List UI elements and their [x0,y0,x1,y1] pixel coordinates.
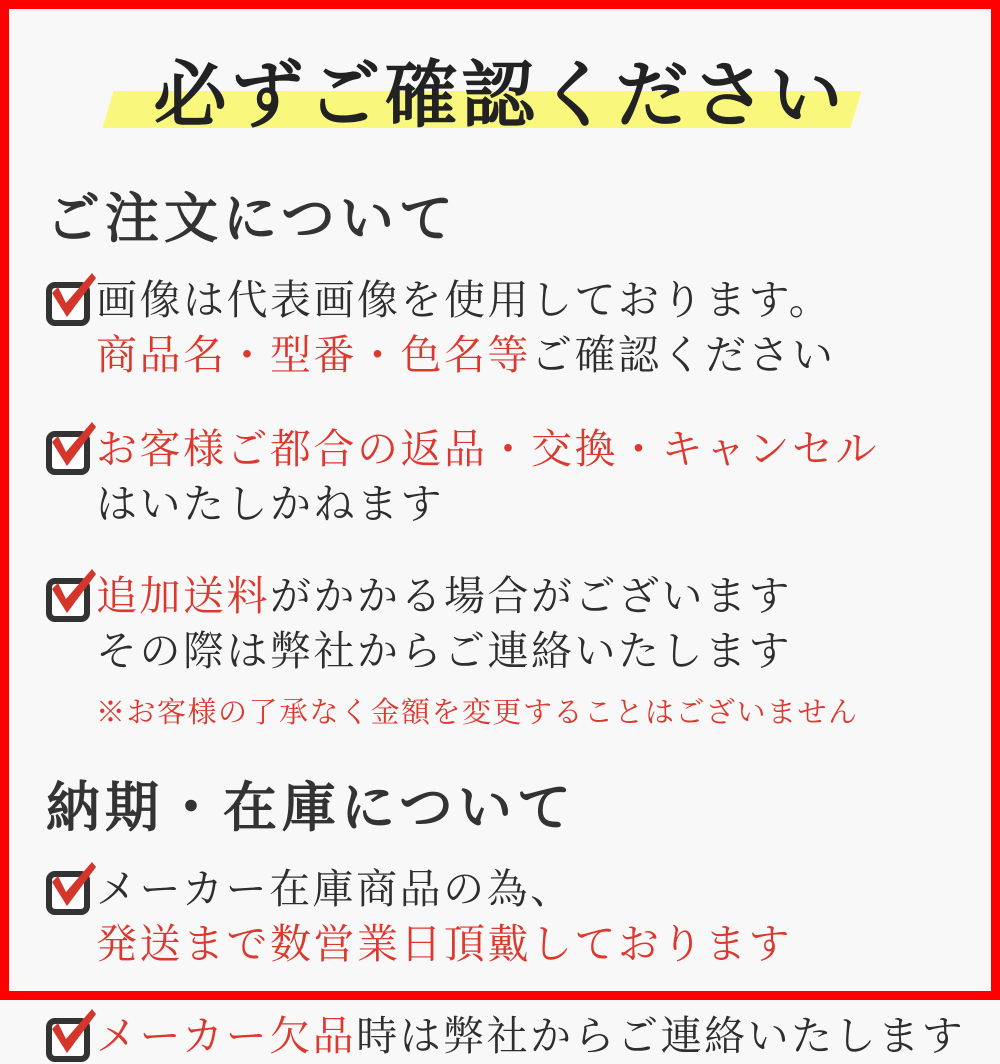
checkbox-checked-icon [46,424,96,476]
item-line-emphasis: お客様ご都合の返品・交換・キャンセル [96,426,879,473]
notice-content [46,176,972,1064]
checkbox-checked-icon [46,1011,96,1063]
list-item-maker-shortage [46,1009,972,1064]
section-heading-order: ご注文について [46,189,458,249]
item-line: がかかる場合がございます [270,573,792,620]
page-title: 必ずご確認ください [153,55,847,136]
checkbox-checked-icon [46,275,96,327]
footnote: ※お客様の了承なく金額を変更することはございません [96,697,859,730]
list-item-extra-shipping [46,569,972,731]
item-line-emphasis: 追加送料 [96,573,270,620]
item-line-emphasis: 発送まで数営業日頂戴しております [96,920,792,967]
item-line: メーカー在庫商品の為、 [96,866,574,913]
item-line: 時は弊社からご連絡いたします [356,1013,966,1060]
list-item-no-returns [46,422,972,531]
section-heading-stock: 納期・在庫について [46,778,576,839]
list-item-representative-image [46,273,972,382]
item-line-emphasis: メーカー欠品 [96,1013,357,1060]
item-line: その際は弊社からご連絡いたします [96,627,792,674]
checkbox-checked-icon [46,864,96,916]
item-line: ご確認ください [531,331,836,378]
item-line-emphasis: 商品名・型番・色名等 [96,331,531,378]
list-item-maker-stock [46,862,972,971]
item-line: 画像は代表画像を使用しております。 [96,277,833,323]
checkbox-checked-icon [46,571,96,623]
item-line: はいたしかねます [96,480,444,527]
